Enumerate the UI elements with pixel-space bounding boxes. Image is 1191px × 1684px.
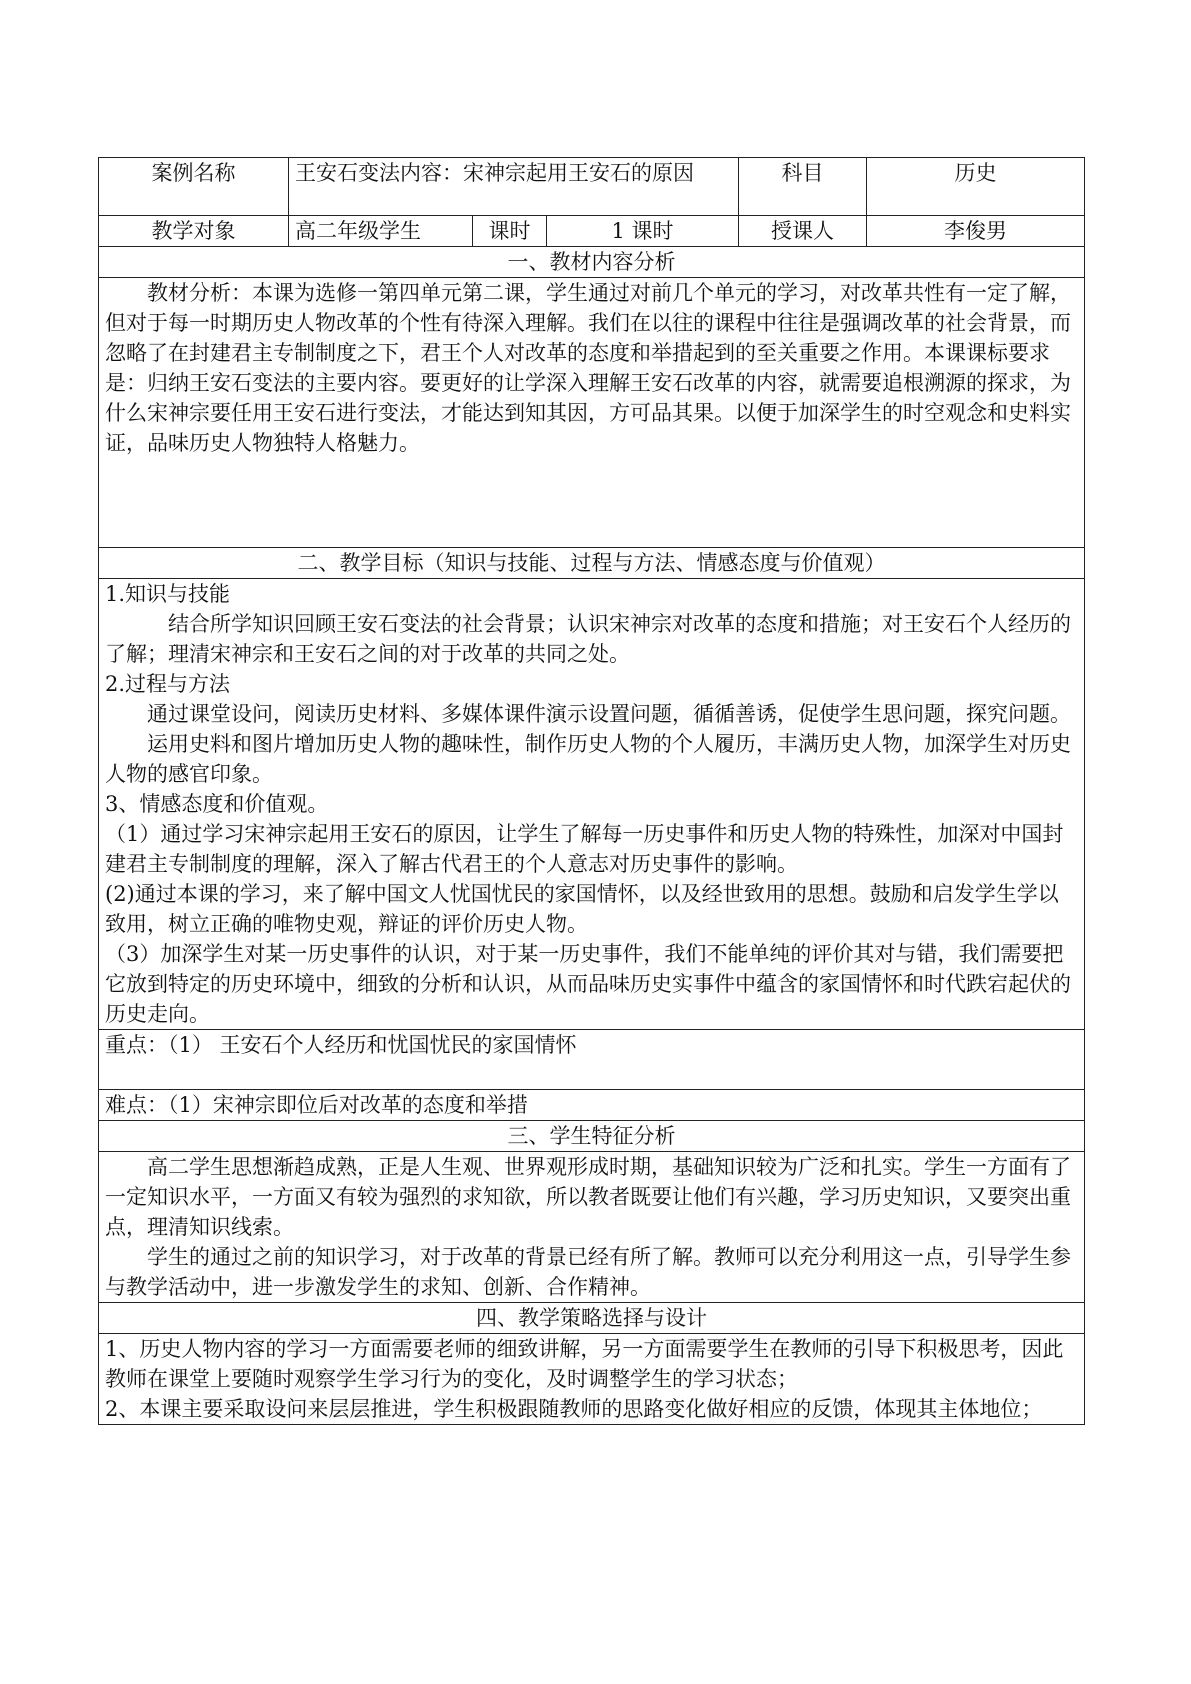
section4-title-row: [99, 1303, 1085, 1334]
lesson-plan-table: [98, 157, 1085, 1425]
section4-title: 四、教学策略选择与设计: [99, 1303, 1085, 1334]
student-paragraph-1: 高二学生思想渐趋成熟，正是人生观、世界观形成时期，基础知识较为广泛和扎实。学生一方面有了一定知识水平，一方面又有较为强烈的求知欲，所以教者既要让他们有兴趣，学习历史知识，又要突出重点，理清知识线索。: [105, 1155, 1071, 1239]
section3-title: 三、学生特征分析: [99, 1121, 1085, 1152]
difficulty: 难点：（1）宋神宗即位后对改革的态度和举措: [99, 1090, 1085, 1121]
case-name-label: 案例名称: [99, 158, 289, 216]
goal-heading-3: 3、情感态度和价值观。: [105, 792, 329, 816]
goal-paragraph-1: 结合所学知识回顾王安石变法的社会背景；认识宋神宗对改革的态度和措施；对王安石个人经历的了解；理清宋神宗和王安石之间的对于改革的共同之处。: [105, 612, 1071, 666]
strategy-paragraph-2: 2、本课主要采取设问来层层推进，学生积极跟随教师的思路变化做好相应的反馈，体现其主体地位；: [105, 1397, 1043, 1421]
section4-body-row: [99, 1334, 1085, 1425]
goal-heading-1: 1.知识与技能: [105, 582, 231, 606]
goal-paragraph-2: 通过课堂设问，阅读历史材料、多媒体课件演示设置问题，循循善诱，促使学生思问题，探究问题。: [147, 702, 1071, 726]
difficulty-row: [99, 1090, 1085, 1121]
student-paragraph-2: 学生的通过之前的知识学习，对于改革的背景已经有所了解。教师可以充分利用这一点，引导学生参与教学活动中，进一步激发学生的求知、创新、合作精神。: [105, 1245, 1071, 1299]
goal-paragraph-3: 运用史料和图片增加历史人物的趣味性，制作历史人物的个人履历，丰满历史人物，加深学生对历史人物的感官印象。: [105, 732, 1071, 786]
teacher-label: 授课人: [739, 216, 867, 247]
section3-body: [99, 1152, 1085, 1303]
key-point-row: [99, 1030, 1085, 1090]
section1-body-row: [99, 278, 1085, 548]
goal-paragraph-6: （3）加深学生对某一历史事件的认识，对于某一历史事件，我们不能单纯的评价其对与错，我们需要把它放到特定的历史环境中，细致的分析和认识，从而品味历史实事件中蕴含的家国情怀和时代跌宕起伏的历史走向。: [105, 942, 1071, 1026]
goal-paragraph-5: (2)通过本课的学习，来了解中国文人忧国忧民的家国情怀，以及经世致用的思想。鼓励和启发学生学以致用，树立正确的唯物史观，辩证的评价历史人物。: [105, 882, 1059, 936]
strategy-paragraph-1: 1、历史人物内容的学习一方面需要老师的细致讲解，另一方面需要学生在教师的引导下积极思考，因此教师在课堂上要随时观察学生学习行为的变化，及时调整学生的学习状态；: [105, 1337, 1064, 1391]
hours-value: 1 课时: [547, 216, 739, 247]
goal-heading-2: 2.过程与方法: [105, 672, 231, 696]
subject-value: 历史: [867, 158, 1085, 216]
section1-title-row: [99, 247, 1085, 278]
section1-title: 一、教材内容分析: [99, 247, 1085, 278]
subject-label: 科目: [739, 158, 867, 216]
section4-body: [99, 1334, 1085, 1425]
audience-value: 高二年级学生: [289, 216, 473, 247]
goal-paragraph-4: （1）通过学习宋神宗起用王安石的原因，让学生了解每一历史事件和历史人物的特殊性，加深对中国封建君主专制制度的理解，深入了解古代君王的个人意志对历史事件的影响。: [105, 822, 1064, 876]
section2-body: [99, 579, 1085, 1030]
section2-title-row: [99, 548, 1085, 579]
hours-label: 课时: [473, 216, 547, 247]
header-row-2: [99, 216, 1085, 247]
section3-body-row: [99, 1152, 1085, 1303]
case-name-value: 王安石变法内容：宋神宗起用王安石的原因: [289, 158, 739, 216]
header-row-1: [99, 158, 1085, 216]
key-point: 重点：（1） 王安石个人经历和忧国忧民的家国情怀: [99, 1030, 1085, 1090]
teacher-value: 李俊男: [867, 216, 1085, 247]
material-analysis-paragraph: 教材分析：本课为选修一第四单元第二课，学生通过对前几个单元的学习，对改革共性有一定了解，但对于每一时期历史人物改革的个性有待深入理解。我们在以往的课程中往往是强调改革的社会背景，而忽略了在封建君主专制制度之下，君王个人对改革的态度和举措起到的至关重要之作用。本课课标要求是：归纳王安石变法的主要内容。要更好的让学深入理解王安石改革的内容，就需要追根溯源的探求，为什么宋神宗要任用王安石进行变法，才能达到知其因，方可品其果。以便于加深学生的时空观念和史料实证，品味历史人物独特人格魅力。: [105, 281, 1071, 455]
section3-title-row: [99, 1121, 1085, 1152]
section2-title: 二、教学目标（知识与技能、过程与方法、情感态度与价值观）: [99, 548, 1085, 579]
section1-body: [99, 278, 1085, 548]
audience-label: 教学对象: [99, 216, 289, 247]
section2-body-row: [99, 579, 1085, 1030]
